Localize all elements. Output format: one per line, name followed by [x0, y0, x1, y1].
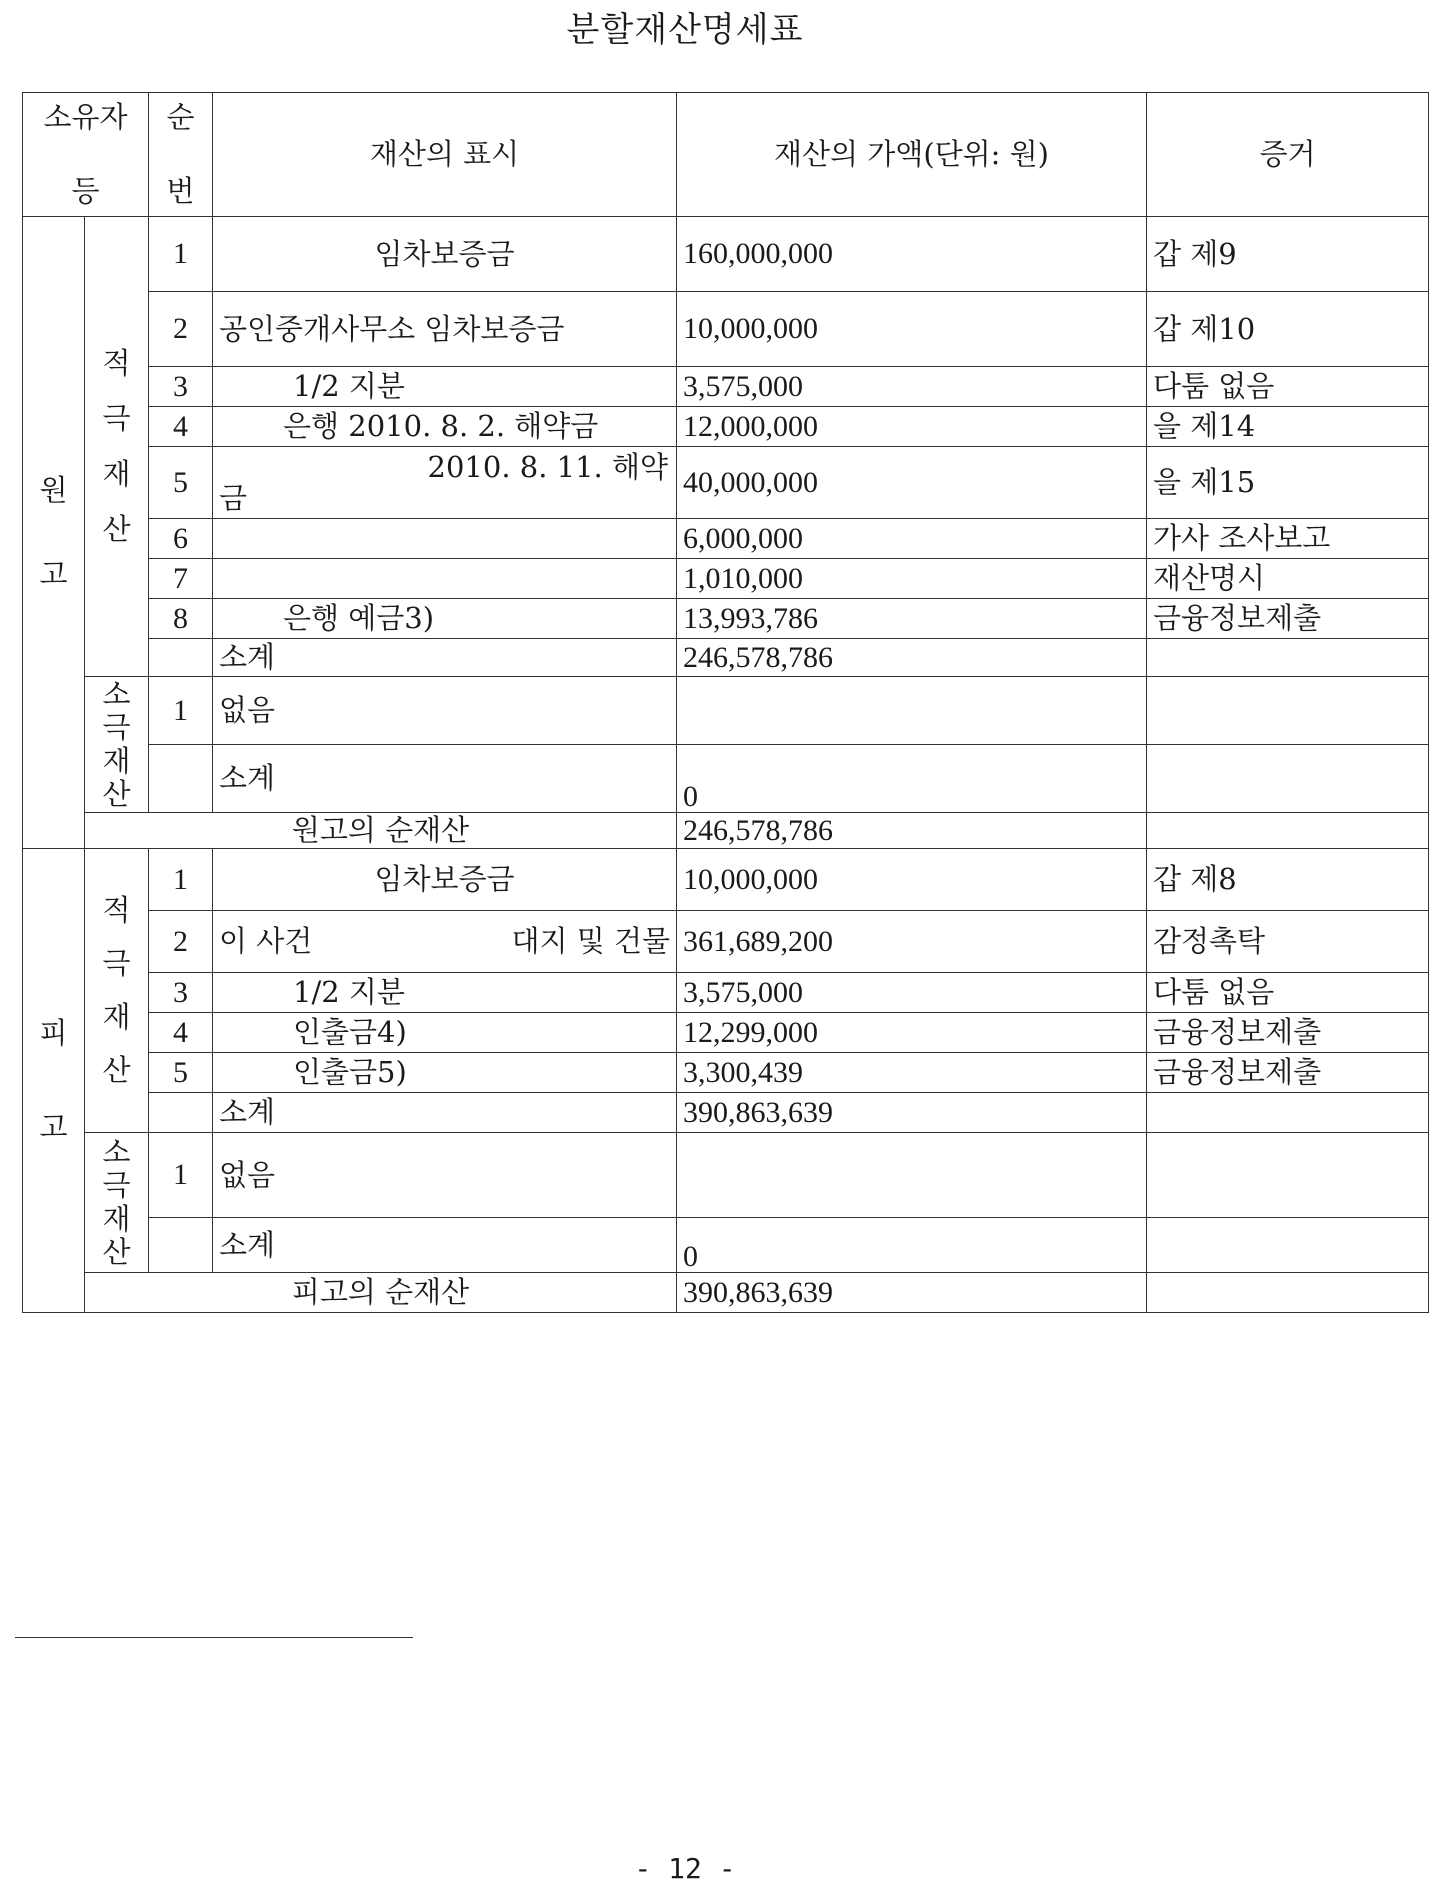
evidence-cell: 갑 제10: [1147, 292, 1429, 367]
evidence-cell: [1147, 1133, 1429, 1218]
evidence-cell: 을 제15: [1147, 447, 1429, 519]
value-cell: 1,010,000: [677, 559, 1147, 599]
subtotal-value: 246,578,786: [677, 639, 1147, 677]
defendant-label: [23, 849, 85, 1313]
seq-cell: 4: [149, 407, 213, 447]
evidence-cell: [1147, 745, 1429, 813]
value-cell: 3,575,000: [677, 367, 1147, 407]
subtotal-row: [23, 639, 1429, 677]
defendant-positive-label: 적 극 재 산: [85, 849, 149, 1133]
header-description: 재산의 표시: [213, 93, 677, 217]
table-row: [23, 217, 1429, 292]
evidence-cell: [1147, 1273, 1429, 1313]
seq-cell: 2: [149, 911, 213, 973]
value-cell: 160,000,000: [677, 217, 1147, 292]
evidence-cell: 금융정보제출: [1147, 1013, 1429, 1053]
evidence-cell: 을 제14: [1147, 407, 1429, 447]
table-row: [23, 1013, 1429, 1053]
header-owner-top: 소유자: [43, 100, 128, 135]
header-seq: [149, 93, 213, 217]
value-cell: 10,000,000: [677, 849, 1147, 911]
seq-cell: 5: [149, 1053, 213, 1093]
net-row: [23, 813, 1429, 849]
desc-line2: 금: [219, 480, 248, 515]
seq-cell: 1: [149, 849, 213, 911]
net-label: 피고의 순재산: [85, 1273, 677, 1313]
table-row: [23, 292, 1429, 367]
defendant-label-bottom: 고: [39, 1109, 68, 1144]
subtotal-value: 0: [677, 745, 1147, 813]
seq-cell: 2: [149, 292, 213, 367]
value-cell: 13,993,786: [677, 599, 1147, 639]
value-cell: 12,299,000: [677, 1013, 1147, 1053]
evidence-cell: 감정촉탁: [1147, 911, 1429, 973]
subtotal-label: 소계: [213, 1218, 677, 1273]
header-evidence: 증거: [1147, 93, 1429, 217]
header-owner-bottom: 등: [71, 173, 100, 208]
seq-cell: 8: [149, 599, 213, 639]
subtotal-label: 소계: [213, 745, 677, 813]
subtotal-value: 390,863,639: [677, 1093, 1147, 1133]
subtotal-value: 0: [677, 1218, 1147, 1273]
subtotal-row: [23, 745, 1429, 813]
asset-division-table: [22, 92, 1429, 1313]
table-header-row: [23, 93, 1429, 217]
seq-cell: 3: [149, 367, 213, 407]
table-row: [23, 1053, 1429, 1093]
desc-left: 이 사건: [219, 924, 313, 959]
evidence-cell: [1147, 1093, 1429, 1133]
value-cell: 40,000,000: [677, 447, 1147, 519]
desc-cell: 인출금5): [213, 1053, 677, 1093]
table-row: [23, 407, 1429, 447]
value-cell: [677, 677, 1147, 745]
subtotal-row: [23, 1093, 1429, 1133]
evidence-cell: 다툼 없음: [1147, 973, 1429, 1013]
footnote-divider: [15, 1637, 413, 1638]
net-value: 390,863,639: [677, 1273, 1147, 1313]
evidence-cell: 갑 제8: [1147, 849, 1429, 911]
seq-cell: 4: [149, 1013, 213, 1053]
seq-cell: [149, 745, 213, 813]
page-number: - 12 -: [634, 1852, 736, 1885]
table-row: [23, 973, 1429, 1013]
plaintiff-label-top: 원: [39, 473, 68, 508]
evidence-cell: [1147, 1218, 1429, 1273]
subtotal-row: [23, 1218, 1429, 1273]
seq-cell: 1: [149, 1133, 213, 1218]
seq-cell: 5: [149, 447, 213, 519]
value-cell: 3,300,439: [677, 1053, 1147, 1093]
table-row: [23, 559, 1429, 599]
seq-cell: [149, 639, 213, 677]
net-row: [23, 1273, 1429, 1313]
desc-cell: [213, 447, 677, 519]
asset-division-table-wrapper: [22, 92, 1429, 1313]
subtotal-label: 소계: [213, 639, 677, 677]
value-cell: 361,689,200: [677, 911, 1147, 973]
evidence-cell: [1147, 639, 1429, 677]
table-row: [23, 367, 1429, 407]
seq-cell: 1: [149, 217, 213, 292]
desc-cell: 임차보증금: [213, 849, 677, 911]
table-row: [23, 677, 1429, 745]
plaintiff-label-bottom: 고: [39, 556, 68, 591]
plaintiff-positive-label: 적 극 재 산: [85, 217, 149, 677]
seq-cell: 1: [149, 677, 213, 745]
desc-line1: 2010. 8. 11. 해약: [427, 450, 669, 485]
header-seq-bottom: 번: [166, 173, 195, 208]
desc-cell: 1/2 지분: [213, 367, 677, 407]
evidence-cell: [1147, 677, 1429, 745]
header-value: 재산의 가액(단위: 원): [677, 93, 1147, 217]
value-cell: 6,000,000: [677, 519, 1147, 559]
seq-cell: [149, 1093, 213, 1133]
desc-cell: 1/2 지분: [213, 973, 677, 1013]
seq-cell: 7: [149, 559, 213, 599]
desc-right: 대지 및 건물: [511, 924, 671, 959]
table-row: [23, 447, 1429, 519]
seq-cell: 3: [149, 973, 213, 1013]
evidence-cell: 가사 조사보고: [1147, 519, 1429, 559]
table-row: [23, 849, 1429, 911]
plaintiff-negative-label: 소 극 재 산: [85, 677, 149, 813]
table-row: [23, 519, 1429, 559]
table-row: [23, 599, 1429, 639]
defendant-negative-label: 소 극 재 산: [85, 1133, 149, 1273]
evidence-cell: 갑 제9: [1147, 217, 1429, 292]
desc-cell: [213, 911, 677, 973]
evidence-cell: 재산명시: [1147, 559, 1429, 599]
desc-cell: 은행 2010. 8. 2. 해약금: [213, 407, 677, 447]
value-cell: 3,575,000: [677, 973, 1147, 1013]
value-cell: 10,000,000: [677, 292, 1147, 367]
subtotal-label: 소계: [213, 1093, 677, 1133]
desc-cell: 없음: [213, 677, 677, 745]
value-cell: [677, 1133, 1147, 1218]
header-seq-top: 순: [166, 100, 195, 135]
desc-cell: 인출금4): [213, 1013, 677, 1053]
evidence-cell: 금융정보제출: [1147, 599, 1429, 639]
desc-cell: 은행 예금3): [213, 599, 677, 639]
net-label: 원고의 순재산: [85, 813, 677, 849]
header-owner: [23, 93, 149, 217]
desc-cell: 임차보증금: [213, 217, 677, 292]
net-value: 246,578,786: [677, 813, 1147, 849]
table-row: [23, 1133, 1429, 1218]
desc-cell: 없음: [213, 1133, 677, 1218]
seq-cell: 6: [149, 519, 213, 559]
desc-cell: [213, 519, 677, 559]
table-row: [23, 911, 1429, 973]
defendant-label-top: 피: [39, 1016, 68, 1051]
evidence-cell: [1147, 813, 1429, 849]
evidence-cell: 다툼 없음: [1147, 367, 1429, 407]
desc-cell: 공인중개사무소 임차보증금: [213, 292, 677, 367]
evidence-cell: 금융정보제출: [1147, 1053, 1429, 1093]
desc-cell: [213, 559, 677, 599]
plaintiff-label: [23, 217, 85, 849]
document-title: 분할재산명세표: [566, 10, 804, 50]
seq-cell: [149, 1218, 213, 1273]
value-cell: 12,000,000: [677, 407, 1147, 447]
